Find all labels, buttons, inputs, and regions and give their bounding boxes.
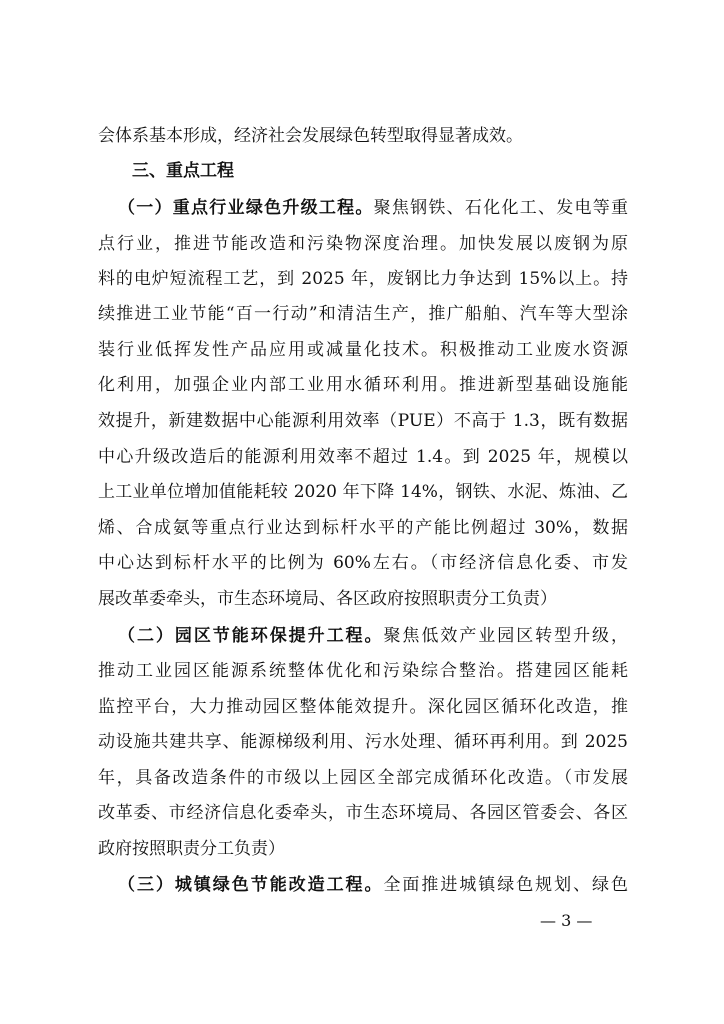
body-text-line: 料的电炉短流程工艺，到 2025 年，废钢比力争达到 15%以上。持: [98, 269, 628, 289]
paragraph-lead: （三）城镇绿色节能改造工程。: [118, 875, 384, 895]
body-text-line: 化利用，加强企业内部工业用水循环利用。推进新型基础设施能: [98, 375, 628, 395]
paragraph-lead-line: [118, 874, 628, 896]
body-text-line: 推动工业园区能源系统整体优化和污染综合整治。搭建园区能耗: [98, 661, 628, 681]
body-text-line: 动设施共建共享、能源梯级利用、污水处理、循环再利用。到 2025: [98, 732, 628, 752]
paragraph-lead: （二）园区节能环保提升工程。: [118, 626, 384, 646]
paragraph-lead: （一）重点行业绿色升级工程。: [118, 198, 374, 218]
body-text-line: 监控平台，大力推动园区整体能效提升。深化园区循环化改造，推: [98, 697, 628, 717]
body-text-line: 上工业单位增加值能耗较 2020 年下降 14%，钢铁、水泥、炼油、乙: [98, 482, 628, 502]
body-text-line: 烯、合成氨等重点行业达到标杆水平的产能比例超过 30%，数据: [98, 518, 628, 538]
paragraph-text: 聚焦钢铁、石化化工、发电等重: [373, 198, 629, 218]
body-text-line: 年，具备改造条件的市级以上园区全部完成循环化改造。（市发展: [98, 768, 628, 788]
paragraph-lead-line: [118, 625, 628, 647]
paragraph-text: 全面推进城镇绿色规划、绿色: [383, 875, 629, 895]
section-heading: 三、重点工程: [132, 161, 234, 181]
body-text-line: 点行业，推进节能改造和污染物深度治理。加快发展以废钢为原: [98, 234, 628, 254]
body-text-line: 改革委、市经济信息化委牵头，市生态环境局、各园区管委会、各区: [98, 803, 628, 823]
paragraph-text: 聚焦低效产业园区转型升级，: [383, 626, 629, 646]
page-number: — 3 —: [540, 911, 593, 930]
body-text-line: 中心达到标杆水平的比例为 60%左右。（市经济信息化委、市发: [98, 553, 628, 573]
body-text-line: 展改革委牵头，市生态环境局、各区政府按照职责分工负责）: [98, 589, 557, 609]
body-text-line: 效提升，新建数据中心能源利用效率（PUE）不高于 1.3，既有数据: [98, 411, 628, 431]
body-text-line: 续推进工业节能“百一行动”和清洁生产，推广船舶、汽车等大型涂: [98, 304, 628, 324]
body-text-line: 装行业低挥发性产品应用或减量化技术。积极推动工业废水资源: [98, 340, 628, 360]
paragraph-lead-line: [118, 197, 628, 219]
body-text-line: 中心升级改造后的能源利用效率不超过 1.4。到 2025 年，规模以: [98, 447, 628, 467]
body-text-line: 政府按照职责分工负责）: [98, 839, 285, 859]
body-text-line: 会体系基本形成，经济社会发展绿色转型取得显著成效。: [98, 126, 523, 146]
